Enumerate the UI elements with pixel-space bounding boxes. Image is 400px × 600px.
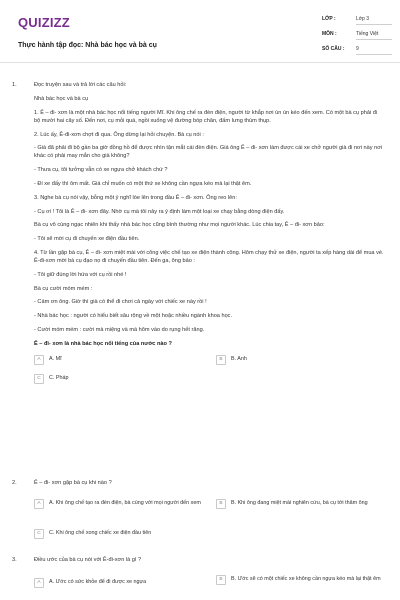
question-3 [12,556,384,596]
answer-option[interactable] [216,576,384,585]
meta-value: Tiếng Việt [356,31,392,40]
header-divider [0,62,400,63]
story-paragraph: - Cảm ơn ông. Giờ thì già có thể đi chơi cả ngày với chiếc xe này rồi ! [34,299,207,306]
option-letter-box: A [34,499,44,509]
answer-option[interactable] [34,500,204,509]
story-note: - Nhà bác học : người có hiểu biết sâu rộng về một hoặc nhiều ngành khoa học. [34,313,233,320]
meta-label: LỚP : [322,16,336,22]
meta-label: MÔN : [322,31,337,37]
option-letter-box: A [34,355,44,365]
answer-option[interactable] [34,579,204,588]
option-text: B. Khi ông đang miệt mài nghiên cứu, bà cụ tới thăm ông [231,500,368,506]
answer-option[interactable] [216,356,384,365]
answer-option[interactable] [34,356,204,365]
question-number: 3. [12,557,17,563]
option-text: B. Anh [231,355,247,362]
story-paragraph: Bà cụ cười móm mém : [34,285,93,292]
quizizz-logo: QUIZIZZ [18,15,70,30]
question-2 [12,479,384,549]
option-letter-box: A [34,578,44,588]
answer-options [34,356,384,396]
option-text: C. Pháp [49,374,69,381]
question-1 [34,81,384,396]
story-paragraph: - Thưa cụ, tôi tưởng vẫn có xe ngựa chở khách chứ ? [34,167,168,174]
question-prompt: Điều ước của bà cụ nói với Ê-đi-xơn là gì ? [34,557,142,563]
story-paragraph: Bà cụ vô cùng ngạc nhiên khi thấy nhà bác học cũng bình thường như mọi người khác. Lúc chia tay, Ê – đi- xơn bảo: [34,222,325,229]
meta-row-subject [322,29,392,44]
worksheet-meta [322,14,392,59]
option-text: B. Ước sẽ có một chiếc xe không cần ngựa kéo mà lại thật êm [231,576,381,582]
story-paragraph: 4. Từ lần gặp bà cụ, Ê – đi- xơn miệt mài với công việc chế tạo xe điện thành công. Hôm chạy thử xe điện, người ta xếp hàng dài để mua vé. Ê-đi-xơn mời bà cụ đạo nọ đi chuyến đầu tiên. Đến ga, ông bảo : [34,249,384,265]
meta-label: SỐ CÂU : [322,46,345,52]
question-instruction: Đọc truyện sau và trả lời các câu hỏi: [34,82,127,88]
story-paragraph: - Đi xe đấy thì ôm mất. Giá chỉ muốn có một thứ xe không cần ngựa kéo mà lại thật êm. [34,181,252,187]
option-text: A. Mĩ [49,355,62,362]
answer-option[interactable] [34,530,284,539]
story-paragraph: 2. Lúc ấy, Ê-đi-xơn chợt đi qua. Ông dừng lại hỏi chuyện. Bà cụ nói : [34,131,204,138]
option-text: A. Ước có sức khỏe để đi được xe ngựa [49,579,147,585]
option-text: C. Khi ông chế xong chiếc xe điện đầu tiên [49,530,152,536]
option-letter-box: B [216,575,226,585]
question-prompt: Ê – đi- xơn gặp bà cụ khi nào ? [34,480,112,486]
answer-option[interactable] [34,375,204,384]
story-paragraph: 3. Nghe bà cụ nói vậy, bỗng một ý nghĩ lóe lên trong đầu Ê – đi- xơn. Ông reo lên: [34,194,237,201]
meta-row-count [322,44,392,59]
option-letter-box: C [34,529,44,539]
answer-option[interactable] [216,500,384,509]
meta-value: Lớp 3 [356,16,392,25]
meta-row-grade [322,14,392,29]
story-paragraph: - Tôi giữ đúng lời hứa với cụ rồi nhé ! [34,271,127,278]
option-letter-box: C [34,374,44,384]
option-letter-box: B [216,499,226,509]
story-title: Nhà bác học và bà cụ [34,95,89,102]
story-note: - Cười móm mém : cười mà miệng và má hõm vào do rụng hết răng. [34,327,205,334]
question-number: 2. [12,480,17,486]
option-letter-box: B [216,355,226,365]
story-paragraph: - Tôi sẽ mời cụ đi chuyến xe điện đầu tiên. [34,236,140,243]
question-prompt: Ê – đi- xơn là nhà bác học nổi tiếng của nước nào ? [34,340,172,347]
story-paragraph: - Cụ ơi ! Tôi là Ê – đi- xơn đây. Nhờ cụ mà tôi nảy ra ý định làm một loại xe chạy bằng dòng điện đấy. [34,208,285,215]
story-paragraph: - Già đã phải đi bộ gần ba giờ đồng hồ để được nhìn tận mắt cái đèn điện. Giá ông Ê – đi- xơn làm được cái xe chở người già đi nơi này nơi khác có phải may mắn cho già không? [34,145,383,160]
meta-value: 9 [356,46,392,55]
story-paragraph: 1. Ê – đi- xơn là một nhà bác học nổi tiếng người Mĩ. Khi ông chế ra đèn điện, người từ khắp nơi ùn ùn kéo đến xem. Có một bà cụ phải đi bộ mười hai cây số. Đến nơi, cụ mỏi quá, ngồi xuống vệ đường bóp chân, đấm lưng thùm thụp. [34,109,378,124]
question-number: 1. [12,82,17,88]
option-text: A. Khi ông chế tạo ra đèn điện, bà cùng với mọi người đến xem [49,500,201,506]
worksheet-title: Thực hành tập đọc: Nhà bác học và bà cụ [18,42,157,49]
